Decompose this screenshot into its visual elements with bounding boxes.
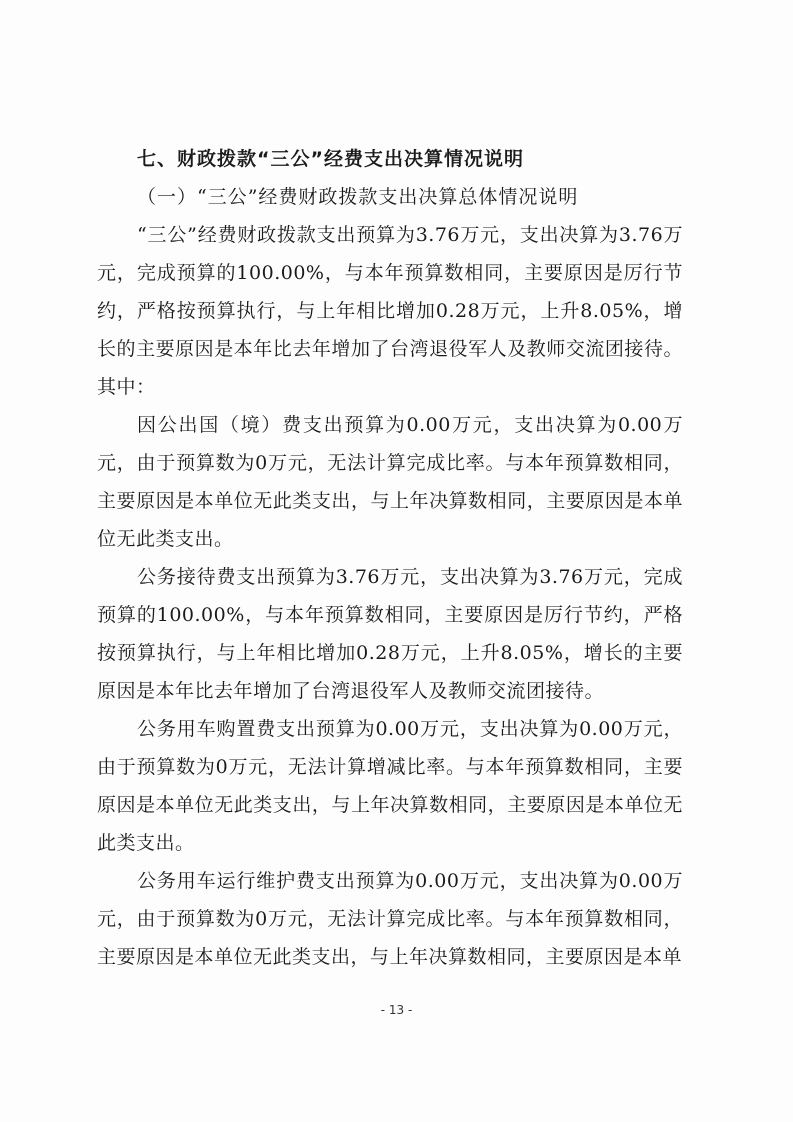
paragraph-official-reception: 公务接待费支出预算为3.76万元，支出决算为3.76万元，完成预算的100.00%，与本年预算数相同，主要原因是厉行节约，严格按预算执行，与上年相比增加0.28万元，上升8.05%，增长的主要原因是本年比去年增加了台湾退役军人及教师交流团接待。	[97, 566, 683, 702]
section-title: 七、财政拨款“三公”经费支出决算情况说明	[137, 148, 524, 170]
paragraph-overseas-travel: 因公出国（境）费支出预算为0.00万元，支出决算为0.00万元，由于预算数为0万元，无法计算完成比率。与本年预算数相同，主要原因是本单位无此类支出，与上年决算数相同，主要原因是本单位无此类支出。	[97, 414, 683, 550]
paragraph-vehicle-purchase: 公务用车购置费支出预算为0.00万元，支出决算为0.00万元，由于预算数为0万元，无法计算增减比率。与本年预算数相同，主要原因是本单位无此类支出，与上年决算数相同，主要原因是本单位无此类支出。	[97, 718, 683, 854]
page-number: - 13 -	[380, 1003, 413, 1017]
subsection-title: （一）“三公”经费财政拨款支出决算总体情况说明	[137, 186, 579, 208]
document-body	[97, 140, 683, 976]
paragraph-summary: “三公”经费财政拨款支出预算为3.76万元，支出决算为3.76万元，完成预算的100.00%，与本年预算数相同，主要原因是厉行节约，严格按预算执行，与上年相比增加0.28万元，上升8.05%，增长的主要原因是本年比去年增加了台湾退役军人及教师交流团接待。其中：	[97, 224, 683, 398]
paragraph-vehicle-maintenance: 公务用车运行维护费支出预算为0.00万元，支出决算为0.00万元，由于预算数为0万元，无法计算完成比率。与本年预算数相同，主要原因是本单位无此类支出，与上年决算数相同，主要原因是本单	[97, 870, 683, 968]
